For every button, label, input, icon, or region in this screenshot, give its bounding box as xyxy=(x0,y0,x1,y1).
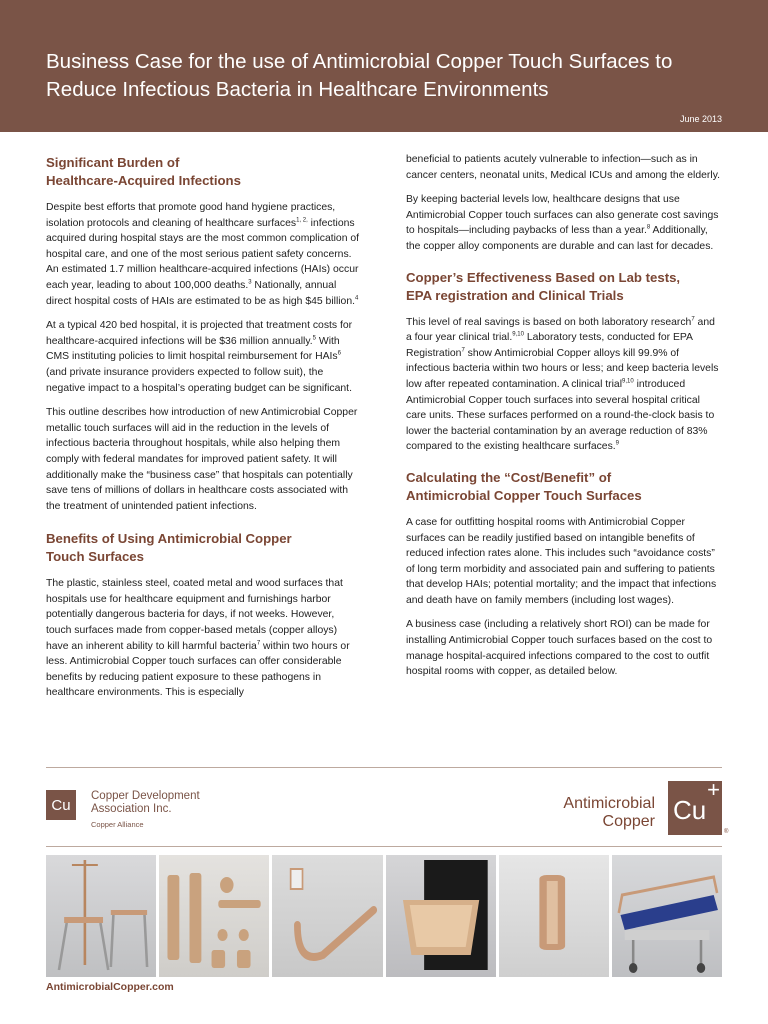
document-title: Business Case for the use of Antimicrobial Copper Touch Surfaces to Reduce Infectious Bacteria in Healthcare Environments xyxy=(46,50,673,101)
title-banner xyxy=(0,0,768,132)
product-photo-strip xyxy=(46,855,722,977)
paragraph: At a typical 420 bed hospital, it is projected that treatment costs for healthcare-acquired infections will be $36 million annually.$^5$ With CMS instituting policies to limit hospital reimbursement for HAIs$^6$ (and private insurance providers expected to follow suit), the negative impact to a hospital’s operating budget can be significant. xyxy=(46,320,353,394)
grab-bar-photo xyxy=(272,855,382,977)
paragraph: A case for outfitting hospital rooms with Antimicrobial Copper surfaces can be readily justified based on intangible benefits of reduced infection rates alone. This includes such “avoidance costs” of long term morbidity and associated pain and suffering to patients that develop HAIs; potential mortality; and the impact that infections and death have on family members (including lost wages). xyxy=(406,516,717,606)
section-heading-benefits: Benefits of Using Antimicrobial Copper Touch Surfaces xyxy=(46,531,292,565)
paragraph: This outline describes how introduction of new Antimicrobial Copper metallic touch surfaces will aid in the reduction in the levels of infectious bacteria throughout hospitals, while also helping them comply with federal mandates for improved patient safety. It will additionally make the “business case” that hospitals can potentially save tens of millions of dollars in healthcare costs associated with the treatment of unintended patient infections. xyxy=(46,407,358,512)
cda-logo: Cu xyxy=(46,790,76,820)
stretcher-photo xyxy=(612,855,722,977)
iv-pole-stool-photo xyxy=(46,855,156,977)
antimicrobial-copper-wordmark: Antimicrobial Copper xyxy=(563,795,655,830)
left-column xyxy=(46,148,362,710)
cart-handle-photo xyxy=(499,855,609,977)
publication-date: June 2013 xyxy=(679,114,722,124)
plus-icon: + xyxy=(707,777,720,802)
door-hardware-photo xyxy=(159,855,269,977)
website-link[interactable]: AntimicrobialCopper.com xyxy=(46,981,174,993)
paragraph: By keeping bacterial levels low, healthcare designs that use Antimicrobial Copper touch surfaces can also generate cost savings to hospitals—including paybacks of less than a year.$^8$ Additionally, the copper alloy components are durable and can last for decades. xyxy=(406,194,719,252)
paragraph: A business case (including a relatively short ROI) can be made for installing Antimicrobial Copper touch surfaces based on the cost to manage hospital-acquired infections compared to the cost to outfit hospital rooms with copper, as detailed below. xyxy=(406,619,713,678)
registered-mark: ® xyxy=(724,829,729,835)
paragraph: The plastic, stainless steel, coated metal and wood surfaces that hospitals use for healthcare equipment and furnishings harbor potentially dangerous bacteria for days, if not weeks. However, touch surfaces made from copper-based metals (copper alloys) have an inherent ability to kill harmful bacteria$^7$ within two hours or less. Antimicrobial Copper touch surfaces can offer considerable benefits by reducing patient exposure to these pathogens in healthcare environments. This is especially xyxy=(46,578,350,699)
cda-tagline: Copper Alliance xyxy=(91,820,144,829)
cu-plus-logo: Cu + xyxy=(668,781,722,835)
section-heading-cost: Calculating the “Cost/Benefit” of Antimicrobial Copper Touch Surfaces xyxy=(406,469,642,503)
paragraph: This level of real savings is based on both laboratory research$^7$ and a four year clinical trial.$^{9,10}$ Laboratory tests, conducted for EPA Registration$^7$ show Antimicrobial Copper alloys kill 99.9% of infectious bacteria within two hours or less; and keep bacteria levels low after repeated contamination. A clinical trial$^{9,10}$ introduced Antimicrobial Copper touch surfaces into several hospital critical care units. These surfaces performed on a round-the-clock basis to lower the bacterial contamination by an average reduction of 83% compared to the existing healthcare surfaces.$^9$ xyxy=(406,316,719,453)
section-heading-effectiveness: Copper’s Effectiveness Based on Lab tests, EPA registration and Clinical Trials xyxy=(406,269,681,303)
divider xyxy=(46,846,722,847)
cda-name: Copper Development Association Inc. xyxy=(91,790,200,815)
section-heading-burden: Significant Burden of Healthcare-Acquired Infections xyxy=(46,155,241,188)
divider xyxy=(46,767,722,768)
sink-photo xyxy=(386,855,496,977)
paragraph: beneficial to patients acutely vulnerable to infection—such as in cancer centers, neonatal units, Medical ICUs and among the elderly. xyxy=(406,154,721,181)
paragraph: Despite best efforts that promote good hand hygiene practices, isolation protocols and cleaning of healthcare surfaces$^{1, 2,}$ infections acquired during hospital stays are the most common complication of hospital care, and one of the most serious patient safety concerns. An estimated 1.7 million healthcare-acquired infections (HAIs) occur each year, leading to about 100,000 deaths.$^3$ Nationally, annual direct hospital costs of HAIs are estimated to be as high $45 billion.$^4$ xyxy=(46,202,360,307)
right-column xyxy=(406,152,722,689)
